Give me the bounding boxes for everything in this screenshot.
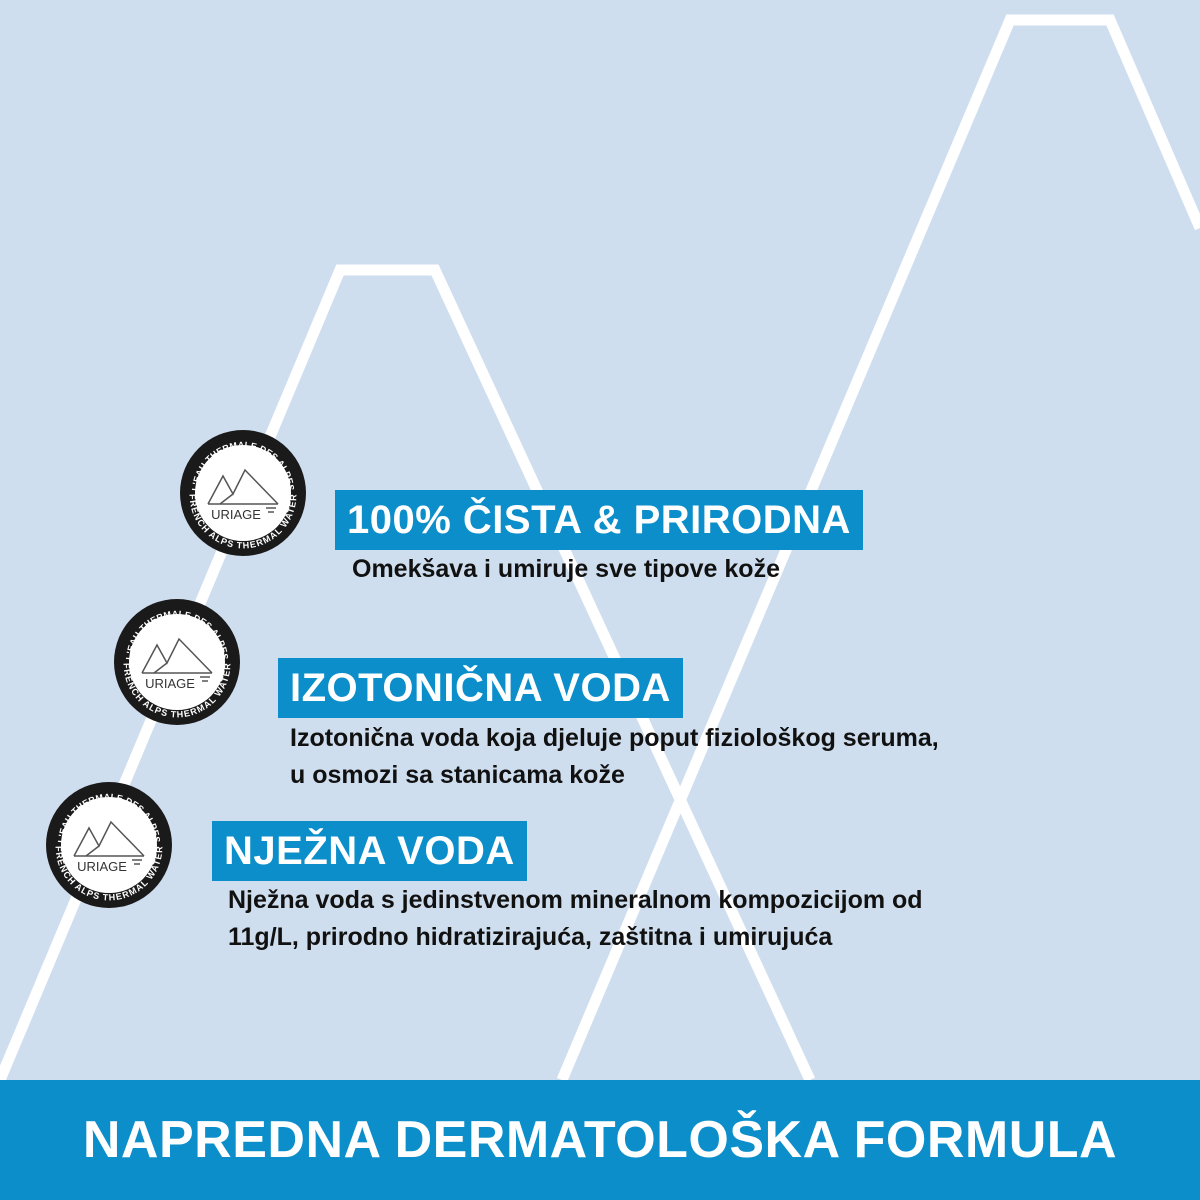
seal-bottom-text: FRENCH ALPS THERMAL WATER [53,845,165,903]
feature-title-isotonic-water: IZOTONIČNA VODA [278,658,683,718]
uriage-seal-badge [178,428,308,558]
seal-top-text: L'EAU THERMALE DES ALPES [55,791,163,844]
feature-description-gentle-water [228,882,923,956]
seal-bottom-text: FRENCH ALPS THERMAL WATER [121,662,233,720]
seal-top-text: L'EAU THERMALE DES ALPES [123,608,231,661]
description-line: 11g/L, prirodno hidratizirajuća, zaštitna i umirujuća [228,923,833,951]
seal-top-text: L'EAU THERMALE DES ALPES [189,439,297,492]
brand-name: URIAGE [145,676,195,691]
feature-description-pure-natural [352,551,780,588]
description-line: Omekšava i umiruje sve tipove kože [352,555,780,583]
brand-name: URIAGE [77,859,127,874]
description-line: u osmozi sa stanicama kože [290,761,625,789]
uriage-seal-badge [44,780,174,910]
footer-headline: NAPREDNA DERMATOLOŠKA FORMULA [82,1111,1118,1169]
seal-bottom-text: FRENCH ALPS THERMAL WATER [187,493,299,551]
uriage-seal-badge [112,597,242,727]
feature-title-pure-natural: 100% ČISTA & PRIRODNA [335,490,863,550]
footer-banner [0,1080,1200,1200]
feature-description-isotonic-water [290,720,939,794]
brand-name: URIAGE [211,507,261,522]
feature-title-gentle-water: NJEŽNA VODA [212,821,527,881]
description-line: Nježna voda s jedinstvenom mineralnom kompozicijom od [228,886,923,914]
description-line: Izotonična voda koja djeluje poput fiziološkog seruma, [290,724,939,752]
